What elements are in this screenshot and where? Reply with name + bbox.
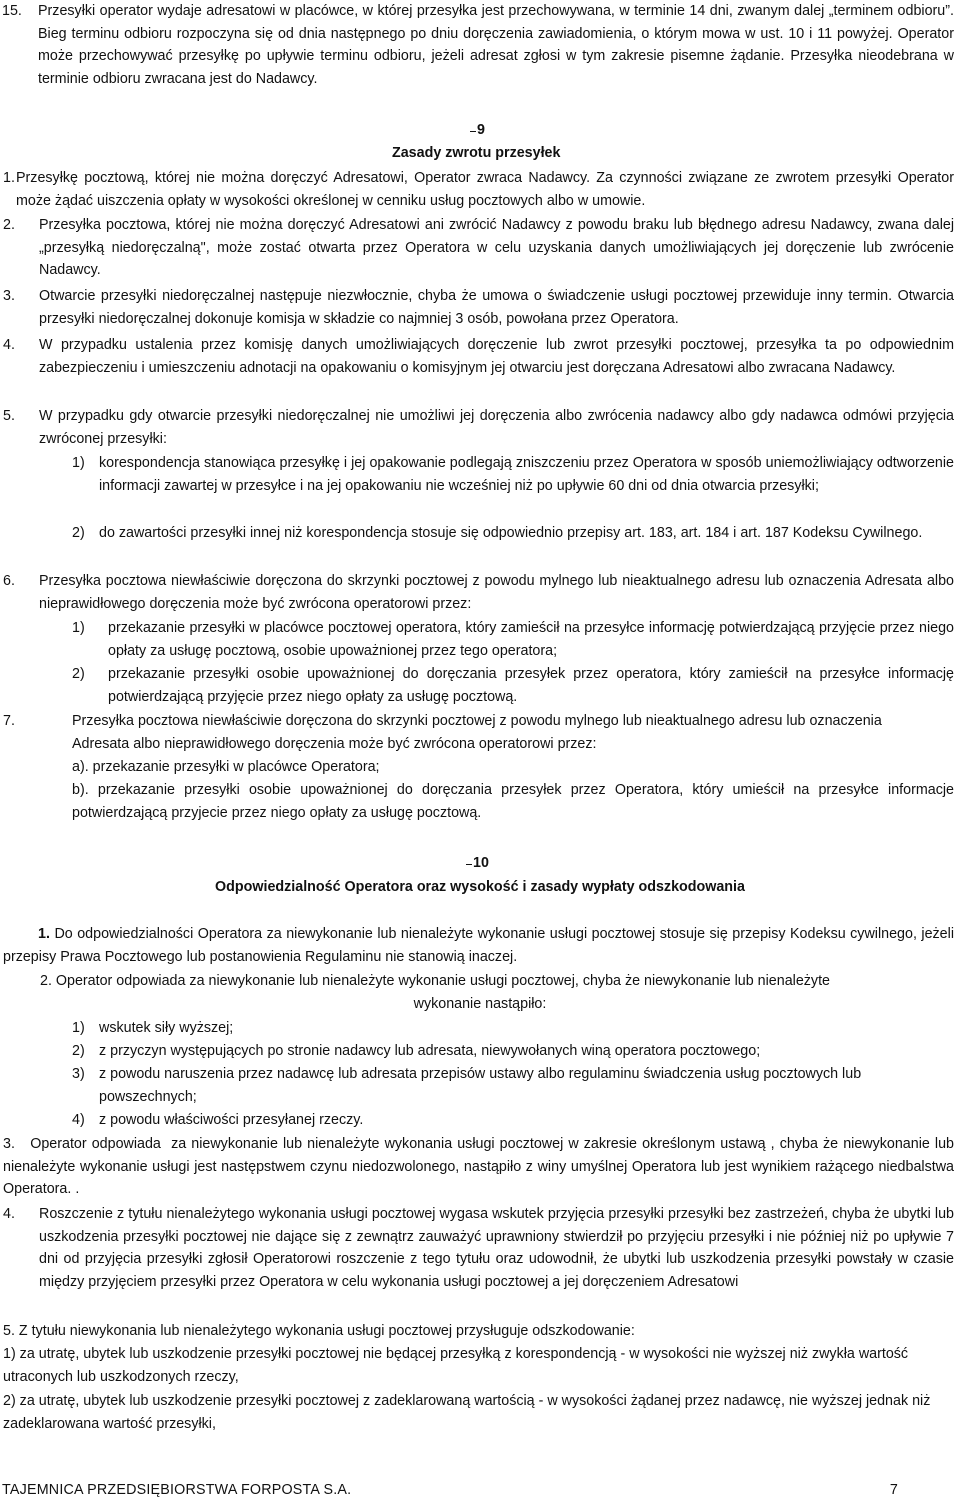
sub-number: 3) xyxy=(72,1066,85,1082)
sub-text: przekazanie przesyłki osobie upoważnionej do doręczania przesyłek przez operatora, który zamieścił na przesyłce informację potwierdzającą przyjęcie przez niego opłaty za usługę pocztową. xyxy=(108,666,954,705)
sec9-item-7 xyxy=(3,710,898,755)
sec9-item-7-a: a). przekazanie przesyłki w placówce Operatora; xyxy=(72,759,380,775)
section-9-number xyxy=(470,119,530,142)
sub-number: 2) xyxy=(72,1043,85,1059)
paragraph-15 xyxy=(2,0,954,91)
section-9-title: Zasady zwrotu przesyłek xyxy=(392,145,561,161)
item-number: 6. xyxy=(3,573,15,589)
item-text: W przypadku gdy otwarcie przesyłki niedoręczalnej nie umożliwi jej doręczenia albo zwrócenia nadawcy albo gdy nadawca odmówi przyjęcia zwróconej przesyłki: xyxy=(39,408,954,447)
sub-number: 4) xyxy=(72,1112,85,1128)
item-text: Przesyłka pocztowa, której nie można doręczyć Adresatowi ani zwrócić Nadawcy z powodu braku lub błędnego adresu Nadawcy, zwana dalej „przesyłką niedoręczalną", może zostać otwarta przez Operatora w celu uzyskania danych umożliwiających jej doręczenie lub zwrócenie Nadawcy. xyxy=(39,217,954,279)
paragraph-number: 15. xyxy=(2,3,22,19)
sub-number: 1) xyxy=(72,455,85,471)
sec9-item-6-sub-2 xyxy=(72,663,954,708)
section-number: 9 xyxy=(477,122,485,138)
sub-text: z powodu właściwości przesyłanej rzeczy. xyxy=(99,1112,364,1128)
item-text: Otwarcie przesyłki niedoręczalnej następuje niezwłocznie, chyba że umowa o świadczenie usługi pocztowej przewiduje inny termin. Otwarcia przesyłki niedoręczalnej dokonuje komisja w składzie co najmniej 3 osób, powołana przez Operatora. xyxy=(39,288,954,327)
sub-number: 1) xyxy=(72,620,85,636)
item-text: Przesyłka pocztowa niewłaściwie doręczona do skrzynki pocztowej z powodu mylnego lub nieaktualnego adresu lub oznaczenia Adresata albo nieprawidłowego doręczenia może być zwrócona operatorowi przez: xyxy=(72,713,882,752)
sub-number: 1) xyxy=(72,1020,85,1036)
sec9-item-2 xyxy=(3,214,954,282)
sub-text: z przyczyn występujących po stronie nadawcy lub adresata, niewywołanych winą operatora pocztowego; xyxy=(99,1043,761,1059)
sub-text: wskutek siły wyższej; xyxy=(99,1020,234,1036)
sec10-item-2-sub-1 xyxy=(72,1017,954,1040)
sec10-item-1 xyxy=(3,923,954,968)
sec10-item-5-sub-1: 1) za utratę, ubytek lub uszkodzenie przesyłki pocztowej nie będącej przesyłką z korespondencją - w wysokości nie wyższej niż zwykła wartość utraconych lub uszkodzonych rzeczy, xyxy=(3,1346,909,1385)
sec10-item-3: 3. Operator odpowiada za niewykonanie lub nienależyte wykonania usługi pocztowej w zakresie określonym ustawą , chyba że niewykonanie lub nienależyte wykonanie usługi jest następstwem czynu niedozwolonego, nastąpiło z winy umyślnej Operatora lub jest wynikiem rażącego niedbalstwa Operatora. . xyxy=(3,1136,958,1198)
sec9-item-3 xyxy=(3,285,954,330)
item-text: Do odpowiedzialności Operatora za niewykonanie lub nienależyte wykonanie usługi pocztowej stosuje się przepisy Kodeksu cywilnego, jeżeli przepisy Prawa Pocztowego lub postanowienia Regulaminu nie stanowią inaczej. xyxy=(3,926,954,965)
item-number: 4. xyxy=(3,337,15,353)
section-10-title: Odpowiedzialność Operatora oraz wysokość i zasady wypłaty odszkodowania xyxy=(215,879,745,895)
item-text: Przesyłka pocztowa niewłaściwie doręczona do skrzynki pocztowej z powodu mylnego lub nieaktualnego adresu lub oznaczenia Adresata albo nieprawidłowego doręczenia może być zwrócona operatorowi przez: xyxy=(39,573,954,612)
item-number: 7. xyxy=(3,713,15,729)
sec9-item-6 xyxy=(3,570,954,615)
sec9-item-6-sub-1 xyxy=(72,617,954,662)
sub-number: 2) xyxy=(72,666,85,682)
sub-text: do zawartości przesyłki innej niż korespondencja stosuje się odpowiednio przepisy art. 183, art. 184 i art. 187 Kodeksu Cywilnego. xyxy=(99,525,923,541)
section-number: 10 xyxy=(473,855,489,871)
item-number: 1. xyxy=(3,170,15,186)
page-footer xyxy=(2,1479,898,1502)
page-number: 7 xyxy=(889,1482,898,1498)
sub-number: 2) xyxy=(72,525,85,541)
footer-company: TAJEMNICA PRZEDSIĘBIORSTWA FORPOSTA S.A. xyxy=(2,1482,352,1498)
item-number: 4. xyxy=(3,1206,15,1222)
item-text: W przypadku ustalenia przez komisję danych umożliwiających doręczenie lub zwrot przesyłki pocztowej, przesyłka ta po odpowiednim zabezpieczeniu i umieszczeniu adnotacji na opakowaniu o komisyjnym jej otwarciu jest doręczana Adresatowi albo zwracana Nadawcy. xyxy=(39,337,954,376)
sec9-item-5-sub-2 xyxy=(72,522,954,545)
sec10-item-2-sub-3 xyxy=(72,1063,954,1108)
sec10-item-2-sub-2 xyxy=(72,1040,954,1063)
item-number: 2. xyxy=(3,217,15,233)
item-number: 3. xyxy=(3,288,15,304)
sub-text: z powodu naruszenia przez nadawcę lub adresata przepisów ustawy albo regulaminu świadczenia usług pocztowych lub powszechnych; xyxy=(99,1066,862,1105)
sec9-item-7-b: b). przekazanie przesyłki osobie upoważnionej do doręczania przesyłek przez Operatora, który umieścił na przesyłce informacje potwierdzającą przyjecie przez niego opłaty za usługę pocztową. xyxy=(72,782,954,821)
sec10-item-2-sub-4 xyxy=(72,1109,954,1132)
sec9-item-4 xyxy=(3,334,954,379)
paragraph-text: Przesyłki operator wydaje adresatowi w placówce, w której przesyłka jest przechowywana, w terminie 14 dni, zwanym dalej „terminem odbioru”. Bieg terminu odbioru rozpoczyna się od dnia następnego po dniu doręczenia zawiadomienia, o którym mowa w ust. 10 i 11 powyżej. Operator może przechowywać przesyłkę po upływie terminu odbioru, jeżeli adresat zgłosi w tym zakresie pisemne żądanie. Przesyłka nieodebrana w terminie odbioru zwracana jest do Nadawcy. xyxy=(38,3,954,88)
sec10-item-5: 5. Z tytułu niewykonania lub nienależytego wykonania usługi pocztowej przysługuje odszkodowanie: xyxy=(3,1323,635,1339)
item-number: 5. xyxy=(3,408,15,424)
section-10-number xyxy=(466,852,536,875)
sec9-item-5-sub-1 xyxy=(72,452,954,497)
sec9-item-1 xyxy=(3,167,954,212)
sub-text: przekazanie przesyłki w placówce pocztowej operatora, który zamieścił na przesyłce informację potwierdzającą przyjęcie przez niego opłaty za usługę pocztową, osobie upoważnionej przez tego operatora; xyxy=(108,620,954,659)
sec10-item-5-sub-2: 2) za utratę, ubytek lub uszkodzenie przesyłki pocztowej z zadeklarowaną wartością - w wysokości żądanej przez nadawcę, nie wyższej jednak niż zadeklarowana wartość przesyłki, xyxy=(3,1393,931,1432)
sec9-item-5 xyxy=(3,405,954,450)
item-text: Przesyłkę pocztową, której nie można doręczyć Adresatowi, Operator zwraca Nadawcy. Za czynności związane ze zwrotem przesyłki Operator może żądać uiszczenia opłaty w wysokości określonej w cenniku usług pocztowych albo w umowie. xyxy=(16,170,954,209)
sec10-item-4 xyxy=(3,1203,954,1294)
sec10-item-2-line-2: wykonanie nastąpiło: xyxy=(413,996,547,1012)
sec10-item-2-line-1: 2. Operator odpowiada za niewykonanie lub nienależyte wykonanie usługi pocztowej, chyba że niewykonanie lub nienależyte xyxy=(40,973,831,989)
sub-text: korespondencja stanowiąca przesyłkę i jej opakowanie podlegają zniszczeniu przez Operatora w sposób uniemożliwiający odtworzenie informacji zawartej w przesyłce i na jej opakowaniu nie wcześniej niż po upływie 60 dni od dnia otwarcia przesyłki; xyxy=(99,455,954,494)
item-text: Roszczenie z tytułu nienależytego wykonania usługi pocztowej wygasa wskutek przyjęcia przesyłki przesyłki bez zastrzeżeń, chyba że ubytki lub uszkodzenia przesyłki pocztowej nie dające się z zewnątrz zauważyć uprawniony stwierdził po przyjęciu przesyłki i nie później niż po upływie 7 dni od przyjęcia przesyłki zgłosił Operatorowi roszczenie z tego tytułu oraz udowodnił, że ubytki lub uszkodzenia przesyłki powstały w czasie między przyjęciem przesyłki przez Operatora w celu wykonania usługi pocztowej a jej doręczeniem Adresatowi xyxy=(39,1206,954,1291)
item-number: 1. xyxy=(38,926,50,942)
